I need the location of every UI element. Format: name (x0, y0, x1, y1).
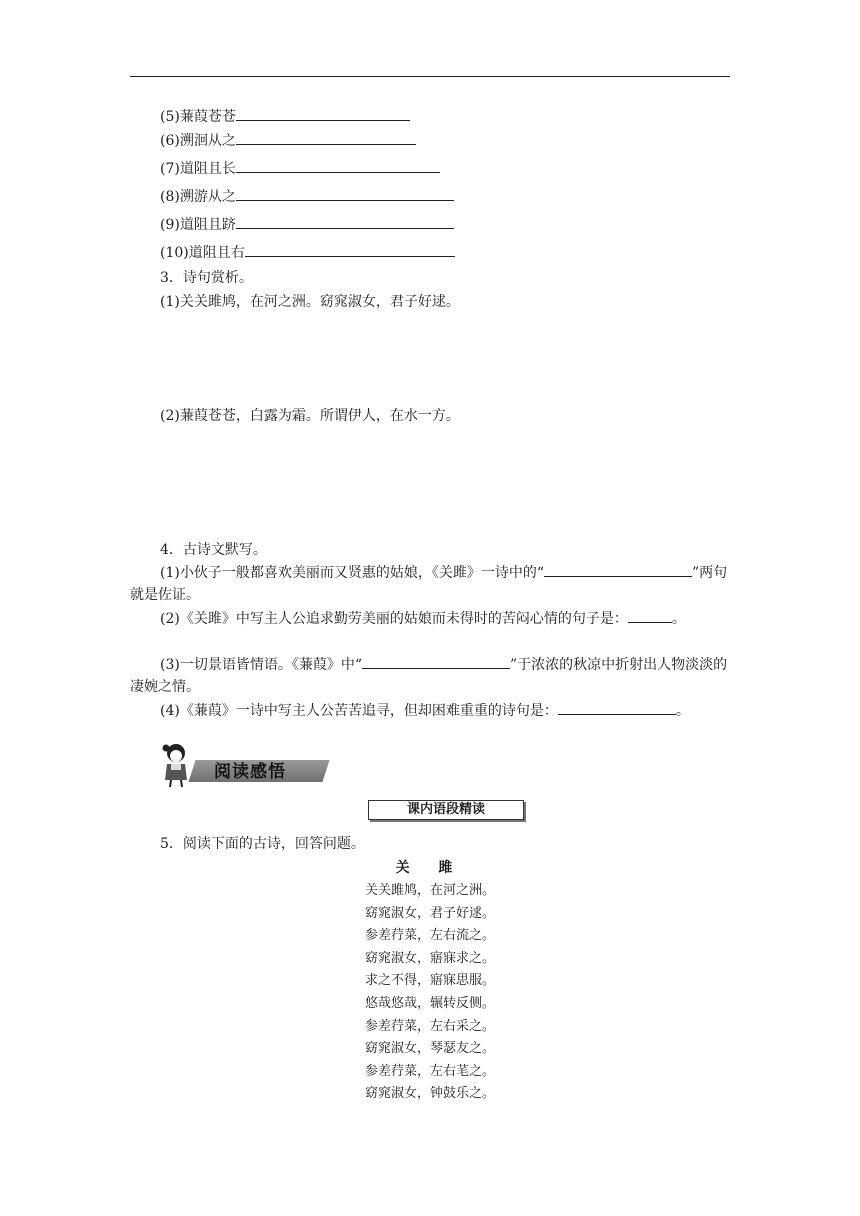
answer-blank[interactable] (236, 130, 416, 145)
poem-line: 参差荇菜，左右流之。 (364, 928, 495, 944)
item-7 (160, 158, 440, 179)
poem-line: 窈窕淑女，君子好逑。 (364, 905, 495, 921)
q3-sentence-2: (2)蒹葭苍苍，白露为霜。所谓伊人，在水一方。 (160, 408, 460, 424)
item-6 (160, 130, 416, 151)
answer-blank[interactable] (362, 654, 510, 669)
answer-blank[interactable] (236, 106, 410, 121)
item-6-text: (6)溯洄从之 (160, 133, 236, 149)
item-8 (160, 186, 454, 207)
answer-blank[interactable] (544, 562, 692, 577)
poem-line: 参差荇菜，左右芼之。 (364, 1063, 495, 1079)
q4-item-2 (130, 608, 730, 630)
q4-item-3 (130, 654, 730, 698)
poem-line: 求之不得，寤寐思服。 (364, 973, 495, 989)
item-7-text: (7)道阻且长 (160, 161, 236, 177)
q4-heading: 4．古诗文默写。 (160, 542, 267, 558)
answer-blank[interactable] (236, 186, 454, 201)
q5-heading: 5．阅读下面的古诗，回答问题。 (160, 836, 365, 852)
item-9-text: (9)道阻且跻 (160, 217, 236, 233)
subsection-title: 课内语段精读 (368, 800, 524, 820)
poem-line: 关关雎鸠，在河之洲。 (364, 883, 495, 898)
reading-girl-icon (160, 742, 192, 788)
q4-item-2-prefix: (2)《关雎》中写主人公追求勤劳美丽的姑娘而未得时的苦闷心情的句子是： (160, 611, 628, 627)
poem-line: 参差荇菜，左右采之。 (364, 1018, 495, 1034)
poem-title: 关 雎 (395, 860, 465, 876)
q4-item-1 (130, 562, 730, 606)
poem-body (0, 880, 860, 1106)
banner-title: 阅读感悟 (214, 762, 286, 782)
answer-blank[interactable] (628, 608, 672, 623)
item-8-text: (8)溯游从之 (160, 189, 236, 205)
poem-line: 窈窕淑女，钟鼓乐之。 (364, 1086, 495, 1102)
item-10-text: (10)道阻且右 (160, 245, 245, 261)
q3-heading: 3．诗句赏析。 (160, 270, 253, 286)
q4-item-1-prefix: (1)小伙子一般都喜欢美丽而又贤惠的姑娘，《关雎》一诗中的“ (160, 565, 544, 581)
poem-line: 窈窕淑女，琴瑟友之。 (364, 1041, 495, 1057)
q4-item-3-suffix: ”于浓浓的秋凉中折射出人物淡淡的凄婉之情。 (130, 657, 728, 695)
q4-item-2-suffix: 。 (671, 611, 686, 627)
q4-item-4-suffix: 。 (675, 703, 690, 719)
reading-section-banner (160, 742, 330, 788)
poem-line: 窈窕淑女，寤寐求之。 (364, 950, 495, 966)
answer-blank[interactable] (558, 700, 676, 715)
q4-item-4-prefix: (4)《蒹葭》一诗中写主人公苦苦追寻，但却困难重重的诗句是： (160, 703, 558, 719)
answer-blank[interactable] (245, 242, 455, 257)
item-9 (160, 214, 454, 235)
item-5 (160, 106, 410, 127)
item-10 (160, 242, 455, 263)
poem-line: 悠哉悠哉，辗转反侧。 (364, 995, 495, 1011)
q4-item-4 (130, 700, 730, 722)
q3-sentence-1: (1)关关雎鸠，在河之洲。窈窕淑女，君子好逑。 (160, 294, 460, 310)
header-rule (130, 76, 730, 77)
answer-blank[interactable] (236, 214, 454, 229)
q4-item-1-suffix: ”两句就是佐证。 (130, 565, 728, 603)
q4-item-3-prefix: (3)一切景语皆情语。《蒹葭》中“ (160, 657, 362, 673)
answer-blank[interactable] (236, 158, 440, 173)
item-5-text: (5)蒹葭苍苍 (160, 109, 236, 125)
